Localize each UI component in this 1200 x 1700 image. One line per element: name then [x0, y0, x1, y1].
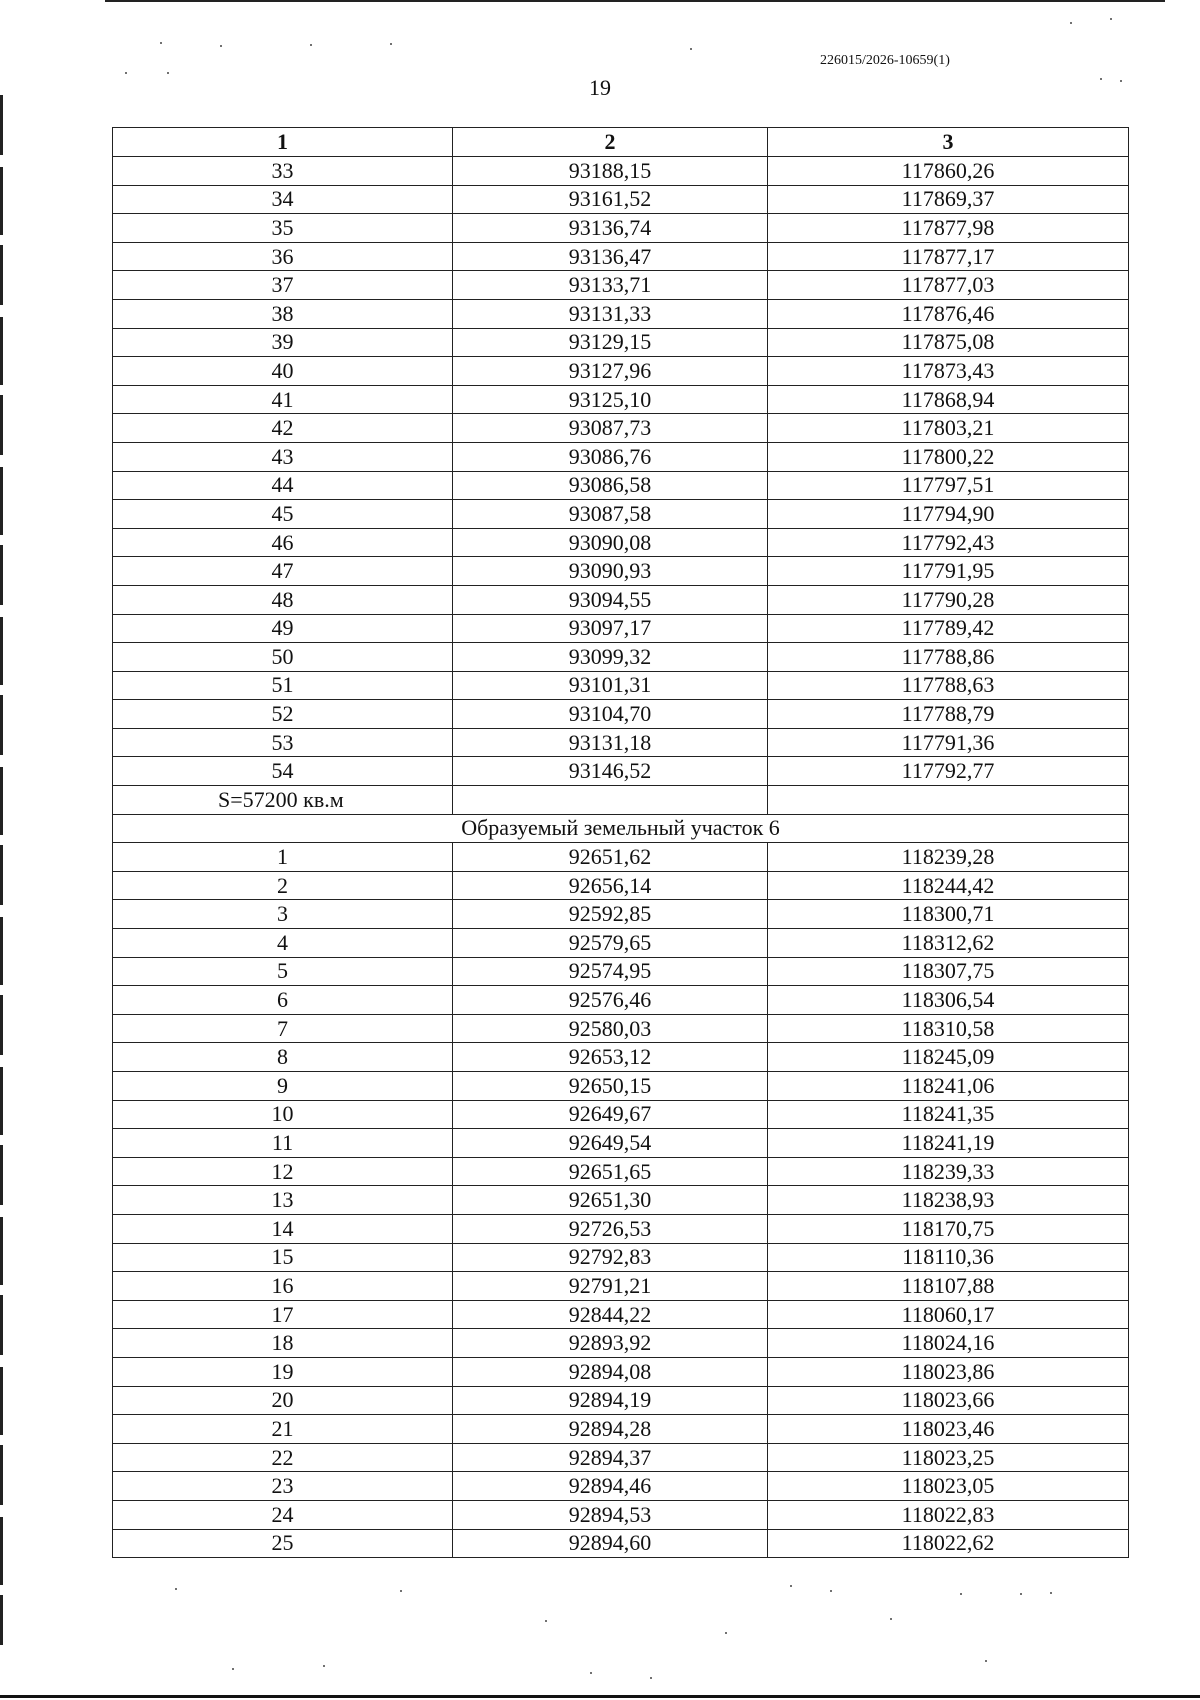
point-number-cell: 54 — [113, 757, 453, 786]
table-row — [113, 1043, 1129, 1072]
point-number-cell: 36 — [113, 242, 453, 271]
table-row — [113, 957, 1129, 986]
scan-speck — [220, 45, 222, 47]
x-coordinate-cell: 92894,19 — [453, 1386, 768, 1415]
table-header-row — [113, 128, 1129, 157]
x-coordinate-cell: 92651,30 — [453, 1186, 768, 1215]
x-coordinate-cell: 93129,15 — [453, 328, 768, 357]
y-coordinate-cell: 117791,95 — [768, 557, 1129, 586]
point-number-cell: 9 — [113, 1072, 453, 1101]
y-coordinate-cell: 118170,75 — [768, 1214, 1129, 1243]
y-coordinate-cell: 118300,71 — [768, 900, 1129, 929]
table-summary — [113, 786, 1129, 843]
x-coordinate-cell: 93188,15 — [453, 157, 768, 186]
x-coordinate-cell: 93127,96 — [453, 357, 768, 386]
table-row — [113, 1186, 1129, 1215]
area-label: S=57200 кв.м — [113, 786, 453, 815]
y-coordinate-cell: 118241,06 — [768, 1072, 1129, 1101]
x-coordinate-cell: 92580,03 — [453, 1014, 768, 1043]
table-row — [113, 757, 1129, 786]
x-coordinate-cell: 93094,55 — [453, 585, 768, 614]
x-coordinate-cell: 93131,18 — [453, 728, 768, 757]
point-number-cell: 45 — [113, 500, 453, 529]
x-coordinate-cell: 92844,22 — [453, 1300, 768, 1329]
y-coordinate-cell: 118110,36 — [768, 1243, 1129, 1272]
top-border-line — [105, 0, 1165, 2]
column-header: 1 — [113, 128, 453, 157]
point-number-cell: 46 — [113, 528, 453, 557]
point-number-cell: 35 — [113, 214, 453, 243]
y-coordinate-cell: 118312,62 — [768, 929, 1129, 958]
x-coordinate-cell: 93104,70 — [453, 700, 768, 729]
x-coordinate-cell: 93097,17 — [453, 614, 768, 643]
column-header: 3 — [768, 128, 1129, 157]
y-coordinate-cell: 117860,26 — [768, 157, 1129, 186]
point-number-cell: 18 — [113, 1329, 453, 1358]
point-number-cell: 16 — [113, 1272, 453, 1301]
point-number-cell: 51 — [113, 671, 453, 700]
scan-speck — [1110, 18, 1112, 20]
point-number-cell: 34 — [113, 185, 453, 214]
x-coordinate-cell: 93136,47 — [453, 242, 768, 271]
y-coordinate-cell: 117803,21 — [768, 414, 1129, 443]
empty-cell — [768, 786, 1129, 815]
y-coordinate-cell: 118024,16 — [768, 1329, 1129, 1358]
x-coordinate-cell: 92726,53 — [453, 1214, 768, 1243]
x-coordinate-cell: 93161,52 — [453, 185, 768, 214]
point-number-cell: 1 — [113, 843, 453, 872]
table-row — [113, 1386, 1129, 1415]
scan-speck — [1120, 80, 1122, 82]
y-coordinate-cell: 117869,37 — [768, 185, 1129, 214]
table-row — [113, 271, 1129, 300]
table-row — [113, 1529, 1129, 1558]
x-coordinate-cell: 93099,32 — [453, 643, 768, 672]
table-row — [113, 1129, 1129, 1158]
y-coordinate-cell: 117792,77 — [768, 757, 1129, 786]
table-row — [113, 643, 1129, 672]
y-coordinate-cell: 118060,17 — [768, 1300, 1129, 1329]
point-number-cell: 7 — [113, 1014, 453, 1043]
point-number-cell: 20 — [113, 1386, 453, 1415]
point-number-cell: 24 — [113, 1500, 453, 1529]
point-number-cell: 5 — [113, 957, 453, 986]
scan-speck — [650, 1677, 652, 1679]
page-number: 19 — [589, 75, 611, 100]
y-coordinate-cell: 117791,36 — [768, 728, 1129, 757]
y-coordinate-cell: 117790,28 — [768, 585, 1129, 614]
y-coordinate-cell: 117868,94 — [768, 385, 1129, 414]
point-number-cell: 21 — [113, 1415, 453, 1444]
x-coordinate-cell: 92792,83 — [453, 1243, 768, 1272]
x-coordinate-cell: 93136,74 — [453, 214, 768, 243]
y-coordinate-cell: 118023,66 — [768, 1386, 1129, 1415]
x-coordinate-cell: 93087,73 — [453, 414, 768, 443]
scan-speck — [830, 1590, 832, 1592]
scan-speck — [790, 1585, 792, 1587]
y-coordinate-cell: 117875,08 — [768, 328, 1129, 357]
point-number-cell: 12 — [113, 1157, 453, 1186]
y-coordinate-cell: 118244,42 — [768, 871, 1129, 900]
scan-speck — [545, 1620, 547, 1622]
scan-speck — [690, 48, 692, 50]
y-coordinate-cell: 118307,75 — [768, 957, 1129, 986]
y-coordinate-cell: 117877,17 — [768, 242, 1129, 271]
point-number-cell: 44 — [113, 471, 453, 500]
x-coordinate-cell: 92574,95 — [453, 957, 768, 986]
y-coordinate-cell: 118023,05 — [768, 1472, 1129, 1501]
table-row — [113, 986, 1129, 1015]
scan-speck — [310, 44, 312, 46]
point-number-cell: 23 — [113, 1472, 453, 1501]
scan-speck — [960, 1593, 962, 1595]
table-row — [113, 299, 1129, 328]
y-coordinate-cell: 117797,51 — [768, 471, 1129, 500]
scan-speck — [390, 43, 392, 45]
y-coordinate-cell: 117873,43 — [768, 357, 1129, 386]
table-row — [113, 1300, 1129, 1329]
scan-speck — [323, 1665, 325, 1667]
x-coordinate-cell: 92894,60 — [453, 1529, 768, 1558]
table-row — [113, 871, 1129, 900]
point-number-cell: 42 — [113, 414, 453, 443]
point-number-cell: 43 — [113, 442, 453, 471]
x-coordinate-cell: 92651,62 — [453, 843, 768, 872]
x-coordinate-cell: 92894,46 — [453, 1472, 768, 1501]
table-row — [113, 1072, 1129, 1101]
empty-cell — [453, 786, 768, 815]
table-row — [113, 528, 1129, 557]
x-coordinate-cell: 92894,28 — [453, 1415, 768, 1444]
x-coordinate-cell: 93101,31 — [453, 671, 768, 700]
table-row — [113, 1472, 1129, 1501]
table-row — [113, 328, 1129, 357]
point-number-cell: 6 — [113, 986, 453, 1015]
point-number-cell: 4 — [113, 929, 453, 958]
x-coordinate-cell: 93087,58 — [453, 500, 768, 529]
scan-speck — [400, 1590, 402, 1592]
y-coordinate-cell: 117788,63 — [768, 671, 1129, 700]
table-row — [113, 471, 1129, 500]
x-coordinate-cell: 92894,53 — [453, 1500, 768, 1529]
scan-speck — [232, 1668, 234, 1670]
point-number-cell: 2 — [113, 871, 453, 900]
x-coordinate-cell: 92649,54 — [453, 1129, 768, 1158]
table-row — [113, 242, 1129, 271]
table-row — [113, 700, 1129, 729]
left-scan-edge — [0, 95, 3, 1645]
scan-speck — [1100, 78, 1102, 80]
x-coordinate-cell: 93090,93 — [453, 557, 768, 586]
table-row — [113, 1243, 1129, 1272]
table-row — [113, 614, 1129, 643]
y-coordinate-cell: 118310,58 — [768, 1014, 1129, 1043]
document-id: 226015/2026-10659(1) — [820, 53, 950, 68]
point-number-cell: 22 — [113, 1443, 453, 1472]
point-number-cell: 50 — [113, 643, 453, 672]
x-coordinate-cell: 92893,92 — [453, 1329, 768, 1358]
column-header: 2 — [453, 128, 768, 157]
point-number-cell: 10 — [113, 1100, 453, 1129]
point-number-cell: 53 — [113, 728, 453, 757]
table-row — [113, 214, 1129, 243]
table-row — [113, 900, 1129, 929]
point-number-cell: 14 — [113, 1214, 453, 1243]
point-number-cell: 39 — [113, 328, 453, 357]
x-coordinate-cell: 92650,15 — [453, 1072, 768, 1101]
table-row — [113, 185, 1129, 214]
point-number-cell: 17 — [113, 1300, 453, 1329]
x-coordinate-cell: 92653,12 — [453, 1043, 768, 1072]
table-body-before — [113, 157, 1129, 786]
table-row — [113, 585, 1129, 614]
table-row — [113, 1014, 1129, 1043]
table-row — [113, 843, 1129, 872]
point-number-cell: 49 — [113, 614, 453, 643]
y-coordinate-cell: 117877,98 — [768, 214, 1129, 243]
x-coordinate-cell: 93125,10 — [453, 385, 768, 414]
y-coordinate-cell: 117877,03 — [768, 271, 1129, 300]
y-coordinate-cell: 117788,86 — [768, 643, 1129, 672]
y-coordinate-cell: 118306,54 — [768, 986, 1129, 1015]
table-body-after — [113, 843, 1129, 1558]
y-coordinate-cell: 118239,33 — [768, 1157, 1129, 1186]
x-coordinate-cell: 93131,33 — [453, 299, 768, 328]
point-number-cell: 41 — [113, 385, 453, 414]
table-row — [113, 500, 1129, 529]
y-coordinate-cell: 118023,46 — [768, 1415, 1129, 1444]
x-coordinate-cell: 93086,76 — [453, 442, 768, 471]
x-coordinate-cell: 92656,14 — [453, 871, 768, 900]
x-coordinate-cell: 92894,08 — [453, 1357, 768, 1386]
table-row — [113, 557, 1129, 586]
y-coordinate-cell: 118023,25 — [768, 1443, 1129, 1472]
x-coordinate-cell: 92576,46 — [453, 986, 768, 1015]
y-coordinate-cell: 118238,93 — [768, 1186, 1129, 1215]
scan-speck — [125, 72, 127, 74]
scan-speck — [590, 1672, 592, 1674]
scan-speck — [1050, 1592, 1052, 1594]
table-row — [113, 671, 1129, 700]
point-number-cell: 52 — [113, 700, 453, 729]
y-coordinate-cell: 117876,46 — [768, 299, 1129, 328]
point-number-cell: 37 — [113, 271, 453, 300]
table-row — [113, 385, 1129, 414]
y-coordinate-cell: 118245,09 — [768, 1043, 1129, 1072]
x-coordinate-cell: 93133,71 — [453, 271, 768, 300]
scan-speck — [890, 1618, 892, 1620]
section-row — [113, 814, 1129, 843]
point-number-cell: 33 — [113, 157, 453, 186]
y-coordinate-cell: 118022,83 — [768, 1500, 1129, 1529]
scan-speck — [1020, 1593, 1022, 1595]
table-row — [113, 728, 1129, 757]
y-coordinate-cell: 117788,79 — [768, 700, 1129, 729]
area-row — [113, 786, 1129, 815]
table-row — [113, 1157, 1129, 1186]
table-row — [113, 157, 1129, 186]
point-number-cell: 19 — [113, 1357, 453, 1386]
point-number-cell: 48 — [113, 585, 453, 614]
point-number-cell: 13 — [113, 1186, 453, 1215]
y-coordinate-cell: 118023,86 — [768, 1357, 1129, 1386]
y-coordinate-cell: 118107,88 — [768, 1272, 1129, 1301]
table-row — [113, 1415, 1129, 1444]
scan-speck — [175, 1588, 177, 1590]
table-row — [113, 1214, 1129, 1243]
point-number-cell: 25 — [113, 1529, 453, 1558]
table-row — [113, 1272, 1129, 1301]
x-coordinate-cell: 92651,65 — [453, 1157, 768, 1186]
x-coordinate-cell: 92579,65 — [453, 929, 768, 958]
table-row — [113, 1500, 1129, 1529]
x-coordinate-cell: 93086,58 — [453, 471, 768, 500]
y-coordinate-cell: 117792,43 — [768, 528, 1129, 557]
point-number-cell: 3 — [113, 900, 453, 929]
y-coordinate-cell: 117800,22 — [768, 442, 1129, 471]
x-coordinate-cell: 92592,85 — [453, 900, 768, 929]
x-coordinate-cell: 93090,08 — [453, 528, 768, 557]
y-coordinate-cell: 118241,19 — [768, 1129, 1129, 1158]
x-coordinate-cell: 92894,37 — [453, 1443, 768, 1472]
point-number-cell: 15 — [113, 1243, 453, 1272]
point-number-cell: 47 — [113, 557, 453, 586]
scan-speck — [160, 42, 162, 44]
table-row — [113, 929, 1129, 958]
y-coordinate-cell: 118239,28 — [768, 843, 1129, 872]
scan-speck — [167, 72, 169, 74]
section-title: Образуемый земельный участок 6 — [113, 814, 1129, 843]
table-row — [113, 1357, 1129, 1386]
x-coordinate-cell: 93146,52 — [453, 757, 768, 786]
table-row — [113, 1100, 1129, 1129]
table-row — [113, 414, 1129, 443]
y-coordinate-cell: 117794,90 — [768, 500, 1129, 529]
coordinates-table — [112, 127, 1129, 1558]
point-number-cell: 38 — [113, 299, 453, 328]
scan-speck — [985, 1660, 987, 1662]
scan-speck — [1070, 22, 1072, 24]
table-row — [113, 1329, 1129, 1358]
bottom-border-line — [0, 1695, 1200, 1698]
y-coordinate-cell: 117789,42 — [768, 614, 1129, 643]
y-coordinate-cell: 118022,62 — [768, 1529, 1129, 1558]
table-row — [113, 357, 1129, 386]
table-row — [113, 1443, 1129, 1472]
scan-speck — [725, 1632, 727, 1634]
point-number-cell: 40 — [113, 357, 453, 386]
x-coordinate-cell: 92649,67 — [453, 1100, 768, 1129]
table-row — [113, 442, 1129, 471]
x-coordinate-cell: 92791,21 — [453, 1272, 768, 1301]
point-number-cell: 11 — [113, 1129, 453, 1158]
point-number-cell: 8 — [113, 1043, 453, 1072]
y-coordinate-cell: 118241,35 — [768, 1100, 1129, 1129]
